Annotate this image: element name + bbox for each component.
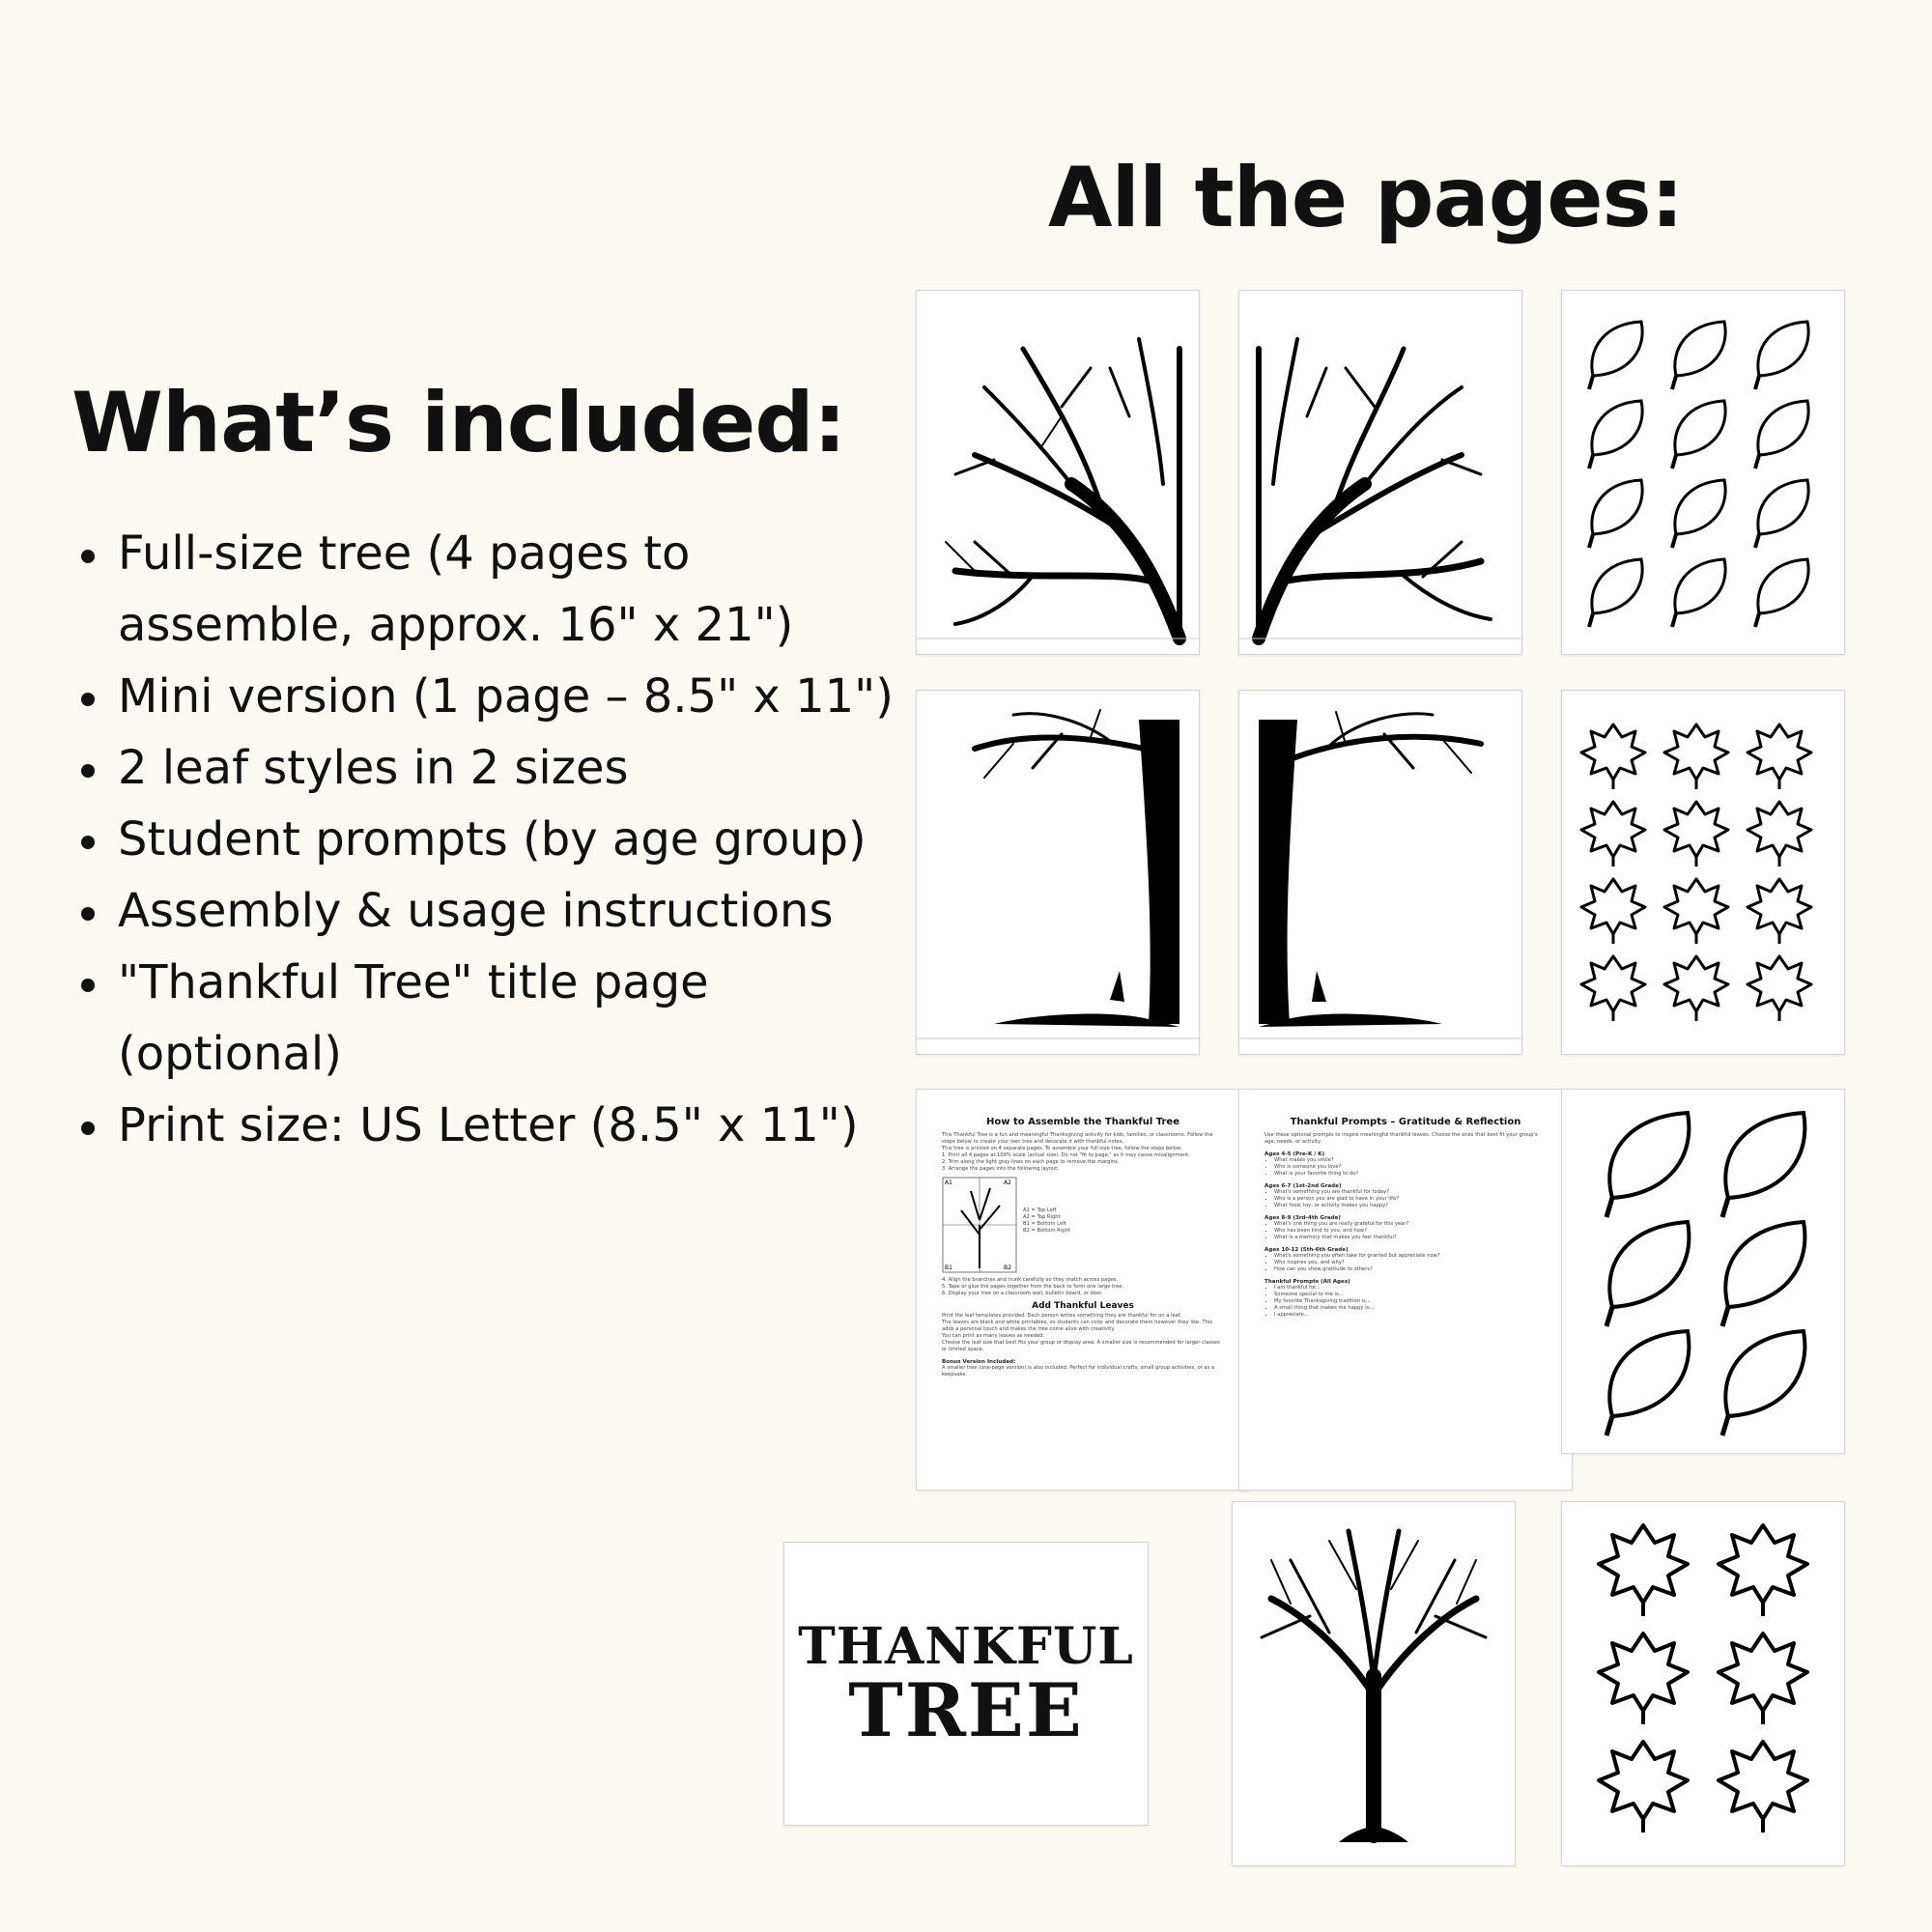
bonus-text: A smaller tree (one-page version) is also included. Perfect for individual crafts, small group activities, or as a keepsake. [942,1365,1215,1378]
prompt-item: • What's one thing you are really grateful for this year? [1274,1221,1547,1228]
assembly-step: 5. Tape or glue the pages together from the back to form one large tree. [942,1284,1124,1290]
prompt-group-heading: Ages 6-7 (1st-2nd Grade) [1264,1183,1342,1189]
legend-item: B2 = Bottom Right [1023,1228,1070,1234]
features-list [77,518,927,1161]
prompt-item: • Who inspires you, and why? [1274,1260,1547,1266]
tree-top-left-illustration [917,291,1199,654]
tree-bottom-left-illustration [917,691,1199,1054]
assembly-instructions-page [916,1089,1250,1491]
tree-page-b2 [1238,690,1522,1055]
prompt-item: • A small thing that makes me happy is... [1274,1305,1547,1312]
tree-top-right-illustration [1239,291,1521,654]
assembly-step: 1. Print all 4 pages at 100% scale (actual size). Do not "fit to page," as it may cause misalignment. [942,1152,1190,1158]
maple-leaf-outlines-grid [1562,691,1844,1054]
prompt-item: • What is your favorite thing to do? [1274,1171,1547,1178]
assembly-step: 3. Arrange the pages into the following layout: [942,1166,1060,1172]
prompt-item: • My favorite Thanksgiving tradition is... [1274,1298,1547,1305]
prompts-title: Thankful Prompts – Gratitude & Reflection [1290,1117,1521,1127]
assembly-layout [942,1177,1224,1273]
prompt-item: • I appreciate... [1274,1312,1547,1319]
leaves-text: The leaves are black and white printables, so students can color and decorate them however they like. This adds a personal touch and makes the tree come alive with creativity. [942,1320,1213,1332]
assembly-title: How to Assemble the Thankful Tree [985,1117,1179,1127]
leaf-page-large-six [1561,1089,1845,1454]
prompts-page [1238,1089,1573,1491]
tree-page-b1 [916,690,1200,1055]
large-maple-leaf-outlines [1562,1502,1844,1865]
prompt-item: • What's something you are thankful for today? [1274,1189,1547,1196]
feature-item: Print size: US Letter (8.5" x 11") [77,1090,927,1161]
leaves-text: Choose the leaf size that best fits your group or display area. A smaller size is recommended for larger classes or limited space. [942,1340,1220,1352]
legend-item: A2 = Top Right [1023,1214,1061,1220]
legend-item: B1 = Bottom Left [1023,1221,1066,1227]
bonus-heading: Bonus Version Included: [942,1359,1016,1365]
prompt-group-heading: Ages 4-5 (Pre-K / K) [1264,1151,1325,1157]
prompt-group-heading: Thankful Prompts (All Ages) [1264,1279,1350,1285]
assembly-step: 6. Display your tree on a classroom wall, bulletin board, or door. [942,1291,1103,1296]
prompt-item: • How can you show gratitude to others? [1274,1266,1547,1273]
prompts-intro: Use these optional prompts to inspire meaningful thankful leaves. Choose the ones that best fit your group's age, needs, or activity. [1264,1132,1538,1145]
whats-included-heading: What’s included: [71,375,846,471]
prompt-item: • What makes you smile? [1274,1157,1547,1164]
layout-legend [1023,1208,1070,1235]
assembly-step: 4. Align the branches and trunk carefully so they match across pages. [942,1277,1119,1283]
leaves-text: You can print as many leaves as needed. [942,1333,1045,1339]
mini-tree-page [1232,1501,1516,1866]
leaves-subtitle: Add Thankful Leaves [1032,1301,1134,1311]
legend-item: A1 = Top Left [1023,1208,1057,1213]
feature-item: 2 leaf styles in 2 sizes [77,732,927,804]
mini-tree-illustration [1233,1502,1515,1865]
feature-item: Full-size tree (4 pages to assemble, approx. 16" x 21") [77,518,927,661]
prompt-group-heading: Ages 10-12 (5th-6th Grade) [1264,1247,1349,1253]
cell-label: A2 [1004,1179,1011,1186]
prompt-list [1264,1189,1547,1209]
prompt-list [1264,1157,1547,1178]
tree-page-a2 [1238,290,1522,655]
feature-item: Assembly & usage instructions [77,875,927,947]
leaf-page-large-grid [1561,290,1845,655]
all-pages-heading: All the pages: [1048,150,1684,246]
prompt-item: • I am thankful for... [1274,1285,1547,1292]
leaves-text: Print the leaf templates provided. Each person writes something they are thankful for on a leaf. [942,1313,1181,1319]
prompt-list [1264,1253,1547,1273]
prompt-list [1264,1285,1547,1319]
cell-label: B2 [1004,1264,1011,1271]
prompt-item: • Someone special to me is... [1274,1292,1547,1298]
prompt-group-heading: Ages 8-9 (3rd-4th Grade) [1264,1215,1341,1221]
assembly-line: This tree is printed on 4 separate pages. To assemble your full-size tree, follow the steps below: [942,1146,1182,1151]
prompt-item: • Who is someone you love? [1274,1164,1547,1171]
title-page [783,1542,1149,1826]
leaf-page-maple-grid [1561,690,1845,1055]
assembly-layout-diagram [942,1177,1017,1273]
feature-item: "Thankful Tree" title page (optional) [77,947,927,1090]
prompt-item: • Who is a person you are glad to have in your life? [1274,1196,1547,1203]
leaf-outlines-grid [1562,291,1844,654]
large-leaf-outlines [1562,1090,1844,1453]
feature-item: Student prompts (by age group) [77,804,927,875]
leaf-page-maple-large [1561,1501,1845,1866]
tree-bottom-right-illustration [1239,691,1521,1054]
assembly-step: 2. Trim along the light gray lines on each page to remove the margins. [942,1159,1120,1165]
title-line-1: THANKFUL [798,1617,1134,1676]
prompt-item: • What food, toy, or activity makes you happy? [1274,1203,1547,1209]
prompt-list [1264,1221,1547,1241]
prompt-item: • Who has been kind to you, and how? [1274,1228,1547,1235]
title-line-2: TREE [848,1667,1084,1753]
assembly-intro: This Thankful Tree is a fun and meaningful Thanksgiving activity for kids, families, or classrooms. Follow the steps below to create your own tree and decorate it with thankful notes. [942,1132,1213,1145]
feature-item: Mini version (1 page – 8.5" x 11") [77,661,927,732]
prompt-item: • What's something you often take for granted but appreciate now? [1274,1253,1547,1260]
prompt-item: • What is a memory that makes you feel thankful? [1274,1235,1547,1241]
tree-page-a1 [916,290,1200,655]
cell-label: A1 [945,1179,952,1186]
cell-label: B1 [945,1264,952,1271]
